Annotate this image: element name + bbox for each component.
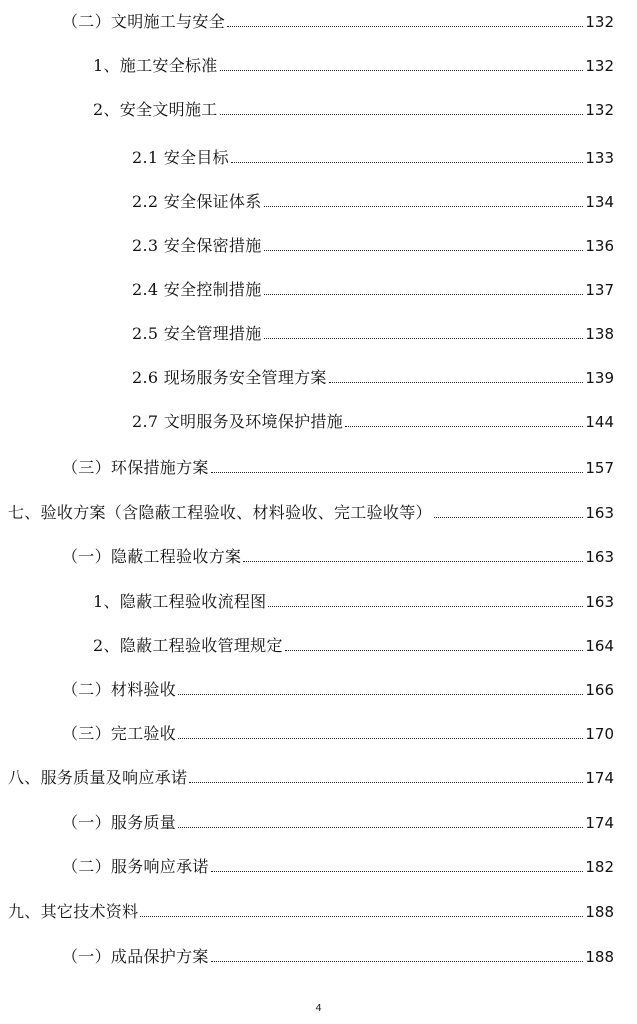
toc-page-number: 133	[585, 149, 614, 167]
dot-leader	[264, 206, 584, 207]
dot-leader	[178, 694, 583, 695]
toc-entry[interactable]	[132, 228, 614, 256]
toc-title: 2、安全文明施工	[93, 100, 218, 119]
toc-title: （二）文明施工与安全	[62, 12, 226, 31]
toc-page-number: 132	[585, 101, 614, 119]
toc-page-number: 139	[585, 369, 614, 387]
toc-page-number: 163	[585, 548, 614, 566]
toc-title: （二）材料验收	[62, 680, 177, 699]
toc-entry[interactable]	[132, 360, 614, 388]
dot-leader	[178, 827, 583, 828]
toc-entry[interactable]	[8, 760, 614, 788]
dot-leader	[178, 738, 583, 739]
toc-page-number: 163	[585, 593, 614, 611]
toc-title: 八、服务质量及响应承诺	[8, 768, 188, 787]
dot-leader	[211, 472, 584, 473]
dot-leader	[434, 517, 584, 518]
toc-title: （一）隐蔽工程验收方案	[62, 547, 242, 566]
dot-leader	[268, 606, 583, 607]
toc-entry[interactable]	[62, 672, 614, 700]
toc-title: （二）服务响应承诺	[62, 857, 209, 876]
dot-leader	[285, 650, 584, 651]
toc-title: 2.4 安全控制措施	[132, 280, 262, 299]
toc-title: 2、隐蔽工程验收管理规定	[93, 636, 283, 655]
toc-entry[interactable]	[62, 939, 614, 967]
toc-title: （一）成品保护方案	[62, 947, 209, 966]
toc-entry[interactable]	[132, 140, 614, 168]
toc-page-number: 188	[585, 948, 614, 966]
dot-leader	[211, 961, 584, 962]
dot-leader	[329, 382, 584, 383]
toc-page-number: 174	[585, 769, 614, 787]
toc-entry[interactable]	[132, 272, 614, 300]
toc-title: （三）环保措施方案	[62, 458, 209, 477]
toc-page-number: 170	[585, 725, 614, 743]
toc-title: 九、其它技术资料	[8, 902, 139, 921]
toc-entry[interactable]	[132, 404, 614, 432]
toc-page-number: 144	[585, 413, 614, 431]
toc-page-number: 188	[585, 903, 614, 921]
toc-title: 2.5 安全管理措施	[132, 324, 262, 343]
dot-leader	[264, 338, 584, 339]
dot-leader	[227, 26, 583, 27]
dot-leader	[231, 162, 583, 163]
toc-entry[interactable]	[93, 584, 614, 612]
toc-title: 1、隐蔽工程验收流程图	[93, 592, 267, 611]
dot-leader	[345, 426, 583, 427]
toc-entry[interactable]	[62, 716, 614, 744]
toc-entry[interactable]	[8, 495, 614, 523]
toc-entry[interactable]	[62, 849, 614, 877]
toc-entry[interactable]	[132, 316, 614, 344]
toc-page-number: 138	[585, 325, 614, 343]
toc-entry[interactable]	[8, 894, 614, 922]
toc-title: 2.2 安全保证体系	[132, 192, 262, 211]
toc-title: 1、施工安全标准	[93, 56, 218, 75]
toc-title: 七、验收方案（含隐蔽工程验收、材料验收、完工验收等）	[8, 503, 432, 522]
toc-title: （三）完工验收	[62, 724, 177, 743]
dot-leader	[264, 294, 584, 295]
toc-page-number: 163	[585, 504, 614, 522]
page-number-footer: 4	[315, 1003, 322, 1014]
dot-leader	[220, 114, 584, 115]
toc-title: （一）服务质量	[62, 813, 177, 832]
toc-entry[interactable]	[62, 539, 614, 567]
toc-title: 2.3 安全保密措施	[132, 236, 262, 255]
toc-page-number: 174	[585, 814, 614, 832]
dot-leader	[264, 250, 584, 251]
toc-entry[interactable]	[132, 184, 614, 212]
dot-leader	[243, 561, 583, 562]
toc-page-number: 164	[585, 637, 614, 655]
dot-leader	[220, 70, 584, 71]
toc-page-number: 132	[585, 13, 614, 31]
toc-entry[interactable]	[93, 92, 614, 120]
toc-title: 2.1 安全目标	[132, 148, 229, 167]
toc-entry[interactable]	[93, 48, 614, 76]
toc-title: 2.7 文明服务及环境保护措施	[132, 412, 344, 431]
dot-leader	[211, 871, 584, 872]
toc-page-number: 157	[585, 459, 614, 477]
toc-entry[interactable]	[62, 450, 614, 478]
toc-entry[interactable]	[93, 628, 614, 656]
dot-leader	[189, 782, 583, 783]
toc-page-number: 182	[585, 858, 614, 876]
toc-entry[interactable]	[62, 4, 614, 32]
toc-page-number: 132	[585, 57, 614, 75]
toc-title: 2.6 现场服务安全管理方案	[132, 368, 327, 387]
toc-page-number: 134	[585, 193, 614, 211]
toc-page-number: 166	[585, 681, 614, 699]
toc-page-number: 137	[585, 281, 614, 299]
toc-entry[interactable]	[62, 805, 614, 833]
dot-leader	[140, 916, 583, 917]
toc-page-number: 136	[585, 237, 614, 255]
